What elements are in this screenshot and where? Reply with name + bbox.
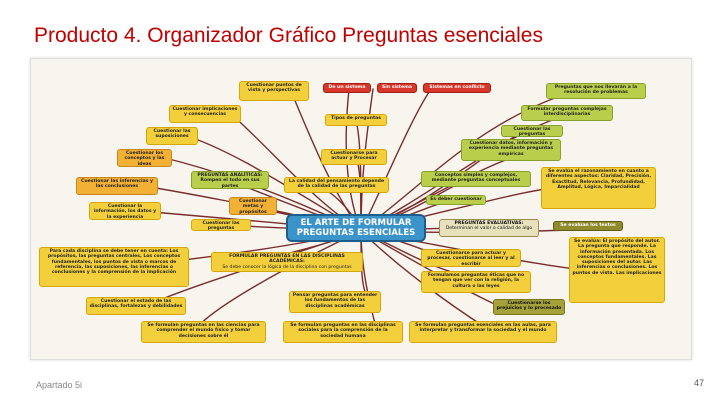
node-conceptos-ideas: Cuestionar los conceptos y las ideas — [117, 149, 172, 167]
node-para-cada-disciplina: Para cada disciplina se debe tener en cuenta: Los propósitos, las preguntas centrales, Los conceptos fundamentales, los puntos de vista o marcos de referencia, las suposiciones, las inferencias o conclusiones y la comprensión de la implicación — [39, 247, 189, 287]
node-cuestionar-preguntas-left: Cuestionar las preguntas — [191, 219, 251, 231]
node-se-evalua-proposito: Se evalúa: El propósito del autor. La pregunta que responde. La información presentada. Los conceptos fundamentales. Las suposiciones del autor. Las inferencias o conclusiones. Los puntos de vista. Las implicaciones — [569, 237, 665, 303]
node-preguntas-complejas: Formular preguntas complejas interdisciplinarias — [521, 105, 613, 121]
node-deber-cuestionar: Es deber cuestionar — [426, 195, 486, 205]
evaluativas-subtitle: Determinan el valor o calidad de algo — [445, 226, 533, 232]
node-inferencias: Cuestionar las inferencias y las conclusiones — [76, 177, 158, 195]
formular-disciplinas-subtitle: Se debe conocer la lógica de la disciplina con preguntas — [222, 264, 352, 270]
page-number: 47 — [693, 378, 704, 388]
node-suposiciones: Cuestionar las suposiciones — [146, 127, 198, 145]
node-formular-disciplinas — [211, 252, 363, 272]
footer-section: Apartado 5i — [36, 380, 83, 390]
slide-title: Producto 4. Organizador Gráfico Preguntas esenciales — [34, 24, 543, 47]
center-node: EL ARTE DE FORMULAR PREGUNTAS ESENCIALES — [286, 214, 426, 242]
node-calidad-pensamiento: La calidad del pensamiento depende de la calidad de las preguntas — [284, 177, 389, 193]
node-cuestionar-preguntas-right: Cuestionar las preguntas — [501, 125, 563, 137]
node-cuestionarse-leer-escribir: Cuestionarse para actuar y procesar, cuestionarse al leer y al escribir — [421, 249, 521, 267]
connector — [361, 231, 501, 307]
node-cuestionarse-actuar: Cuestionarse para actuar y Procesar — [321, 149, 387, 165]
node-de-un-sistema: De un sistema — [323, 83, 371, 93]
node-tipos-preguntas: Tipos de preguntas — [325, 114, 387, 126]
node-informacion-datos: Cuestionar la información, los datos y la experiencia — [89, 202, 161, 220]
formular-disciplinas-title: FORMULAR PREGUNTAS EN LAS DISCIPLINAS ACADÉMICAS: — [229, 254, 345, 265]
node-resolucion-problemas: Preguntas que nos llevarán a la resolución de problemas — [546, 83, 646, 99]
node-sin-sistema: Sin sistema — [377, 83, 417, 93]
node-transformar-sociedad: Se formulan preguntas esenciales en las aulas, para interpretar y transformar la sociedad y el mundo — [409, 321, 557, 343]
node-conceptos-simples: Conceptos simples y complejos, mediante preguntas conceptuales — [421, 171, 531, 187]
node-evaluan-textos: Se evalúan los textos — [553, 221, 623, 231]
node-preguntas-analiticas: PREGUNTAS ANALÍTICAS: Rompen el todo en sus partes — [191, 171, 269, 189]
node-prejuicios: Cuestionarse los prejuicios y lo procesado — [493, 299, 565, 315]
node-preguntas-eticas: Formulamos preguntas éticas que no tengan que ver con la religión, la cultura o las leyes — [421, 271, 531, 293]
node-pensar-preguntas: Pensar preguntas para entender los fundamentos de las disciplinas académicas — [289, 291, 381, 313]
connector — [196, 231, 361, 329]
node-sistemas-conflicto: Sistemas en conflicto — [423, 83, 491, 93]
evaluativas-title: PREGUNTAS EVALUATIVAS: — [454, 221, 524, 226]
node-metas-propositos: Cuestionar metas y propósitos — [229, 197, 277, 215]
node-preguntas-evaluativas — [439, 219, 539, 237]
node-ciencias-mundo: Se formulan preguntas en las ciencias para comprender el mundo físico y tomar decisiones sobre él — [141, 321, 266, 343]
node-puntos-de-vista: Cuestionar puntos de vista y perspectivas — [239, 81, 309, 101]
node-preguntas-empiricas: Cuestionar datos, información y experiencia mediante preguntas empíricas — [461, 139, 561, 161]
node-implicaciones: Cuestionar implicaciones y consecuencias — [169, 105, 241, 123]
node-estado-disciplinas: Cuestionar el estado de las disciplinas, fortalezas y debilidades — [86, 297, 186, 315]
mindmap-frame — [30, 58, 692, 360]
node-disciplinas-sociales: Se formulan preguntas en las disciplinas sociales para la comprensión de la sociedad humana — [283, 321, 403, 343]
node-se-evalua-razonamiento: Se evalúa el razonamiento en cuanto a diferentes aspectos: Claridad, Precisión, Exactitud, Relevancia, Profundidad, Amplitud, Lógica, Imparcialidad — [541, 167, 656, 209]
